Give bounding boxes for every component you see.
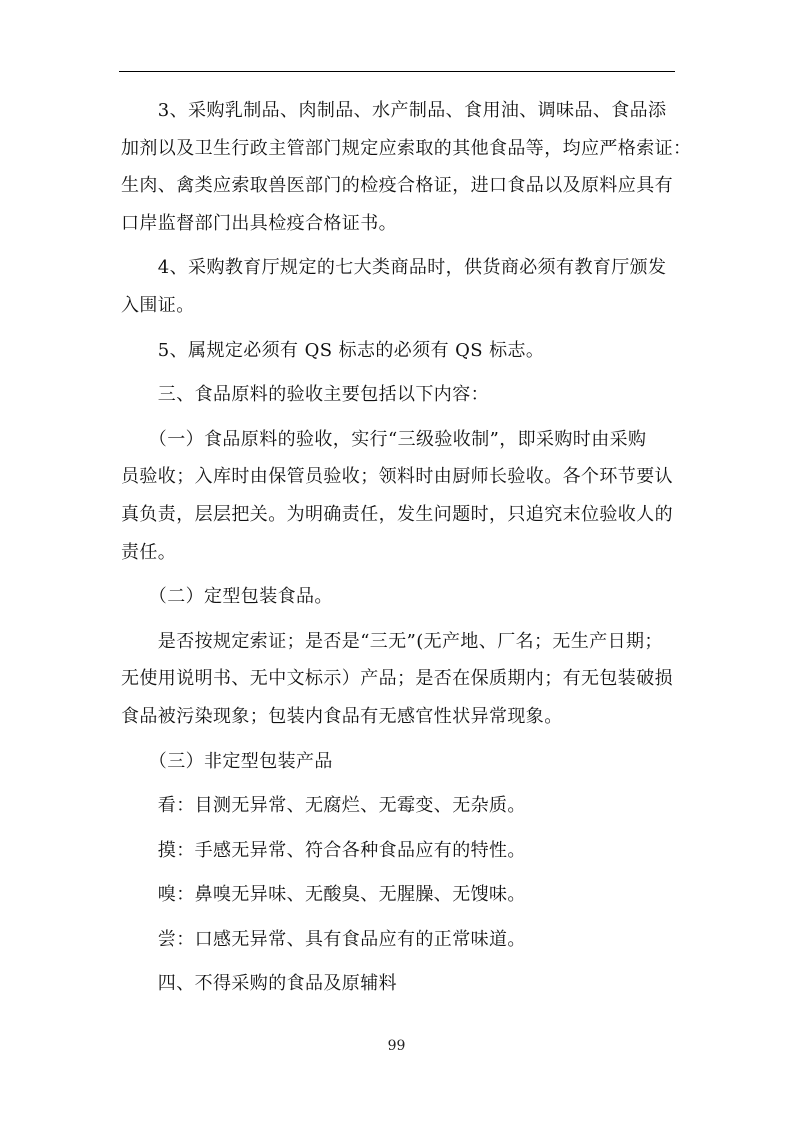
text-line: （一）食品原料的验收，实行“三级验收制”，即采购时由采购 — [121, 428, 647, 450]
text-line: 是否按规定索证；是否是“三无”(无产地、厂名；无生产日期； — [121, 630, 663, 652]
text-line: 食品被污染现象；包装内食品有无感官性状异常现象。 — [121, 705, 563, 727]
text-line: （二）定型包装食品。 — [121, 586, 333, 608]
document-body — [121, 92, 692, 1003]
subheading-non-packaged — [121, 743, 681, 781]
text-line: 4、采购教育厅规定的七大类商品时，供货商必须有教育厅颁发 — [121, 257, 667, 279]
text-line: 看：目测无异常、无腐烂、无霉变、无杂质。 — [121, 795, 526, 817]
paragraph-packaged-food-checks — [121, 623, 681, 736]
text-line: 员验收；入库时由保管员验收；领料时由厨师长验收。各个环节要认 — [121, 466, 673, 488]
section-heading-prohibited — [121, 965, 681, 1003]
paragraph-touch — [121, 832, 681, 870]
text-line: 加剂以及卫生行政主管部门规定应索取的其他食品等，均应严格索证： — [121, 137, 692, 159]
text-line: 无使用说明书、无中文标示）产品；是否在保质期内；有无包装破损 — [121, 668, 673, 690]
text-line: 嗅：鼻嗅无异味、无酸臭、无腥臊、无馊味。 — [121, 884, 526, 906]
text-line: 入围证。 — [121, 294, 195, 316]
text-line: 三、食品原料的验收主要包括以下内容： — [121, 384, 489, 406]
text-line: 生肉、禽类应索取兽医部门的检疫合格证，进口食品以及原料应具有 — [121, 175, 673, 197]
section-heading-inspection — [121, 376, 681, 414]
text-line: 四、不得采购的食品及原辅料 — [121, 973, 397, 995]
text-line: 责任。 — [121, 541, 177, 563]
paragraph-taste — [121, 921, 681, 959]
text-line: 口岸监督部门出具检疫合格证书。 — [121, 212, 397, 234]
paragraph-look — [121, 787, 681, 825]
text-line: （三）非定型包装产品 — [121, 750, 333, 772]
text-line: 5、属规定必须有 QS 标志的必须有 QS 标志。 — [121, 339, 545, 361]
text-line: 3、采购乳制品、肉制品、水产制品、食用油、调味品、食品添 — [121, 100, 667, 121]
text-line: 真负责，层层把关。为明确责任，发生问题时，只追究末位验收人的 — [121, 503, 673, 525]
subheading-packaged-food — [121, 578, 681, 616]
paragraph-three-level-inspection — [121, 421, 681, 571]
paragraph-education-dept-goods — [121, 249, 681, 324]
text-line: 摸：手感无异常、符合各种食品应有的特性。 — [121, 839, 526, 861]
page-number: 99 — [387, 1038, 406, 1054]
text-line: 尝：口感无异常、具有食品应有的正常味道。 — [121, 928, 526, 950]
paragraph-procurement-certificates — [121, 92, 692, 242]
paragraph-smell — [121, 876, 681, 914]
header-rule — [119, 71, 675, 72]
paragraph-qs-mark — [121, 332, 681, 370]
